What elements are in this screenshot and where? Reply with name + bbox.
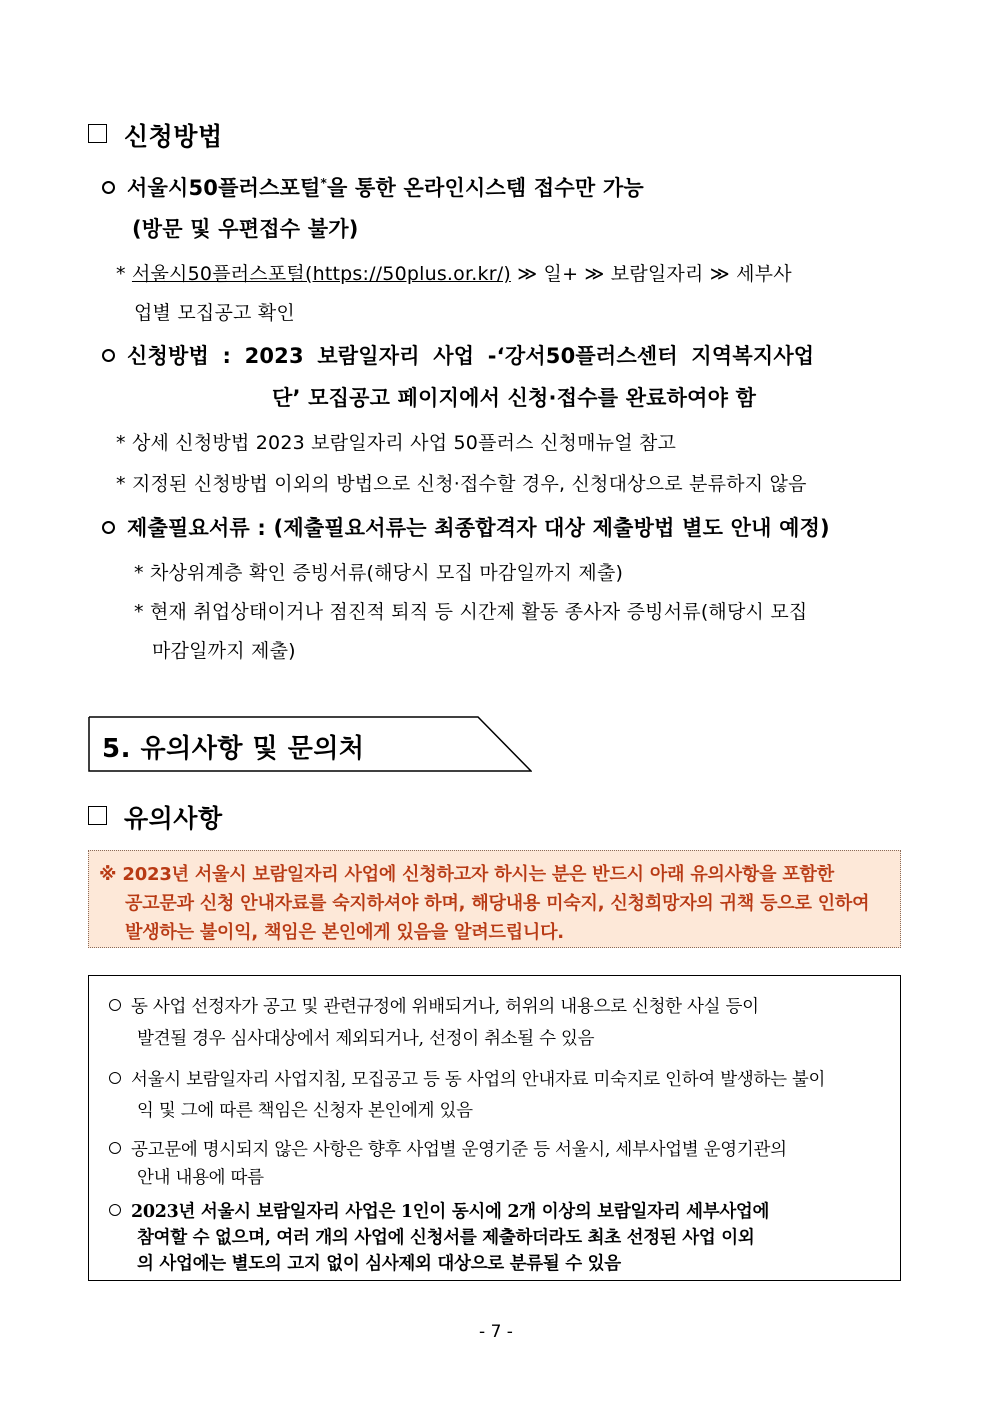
rule-1: 동 사업 선정자가 공고 및 관련규정에 위배되거나, 허위의 내용으로 신청한 사실 등이	[109, 993, 759, 1018]
bullet-online-only: 서울시50플러스포털*을 통한 온라인시스템 접수만 가능	[102, 172, 644, 202]
portal-link[interactable]: 서울시50플러스포털(https://50plus.or.kr/)	[131, 263, 511, 285]
rules-box	[88, 975, 901, 1281]
notice-line-2: 공고문과 신청 안내자료를 숙지하셔야 하며, 해당내용 미숙지, 신청희망자의 귀책 등으로 인하여	[125, 893, 870, 914]
note-manual: * 상세 신청방법 2023 보람일자리 사업 50플러스 신청매뉴얼 참고	[116, 432, 677, 454]
circle-bullet-icon	[109, 1142, 121, 1154]
section-5-title: 5. 유의사항 및 문의처	[102, 734, 365, 764]
section-title-caution: 유의사항	[124, 804, 223, 833]
bullet-apply-method-line2: 단’ 모집공고 페이지에서 신청·접수를 완료하여야 함	[272, 386, 757, 410]
rule-4-line3: 의 사업에는 별도의 고지 없이 심사제외 대상으로 분류될 수 있음	[137, 1254, 621, 1274]
note-portal-link: * 서울시50플러스포털(https://50plus.or.kr/) ≫ 일+ ≫ 보람일자리 ≫ 세부사	[116, 263, 792, 285]
rule-4: 2023년 서울시 보람일자리 사업은 1인이 동시에 2개 이상의 보람일자리 세부사업에	[109, 1198, 769, 1223]
page-number: - 7 -	[479, 1322, 513, 1342]
bullet-online-only-line2: (방문 및 우편접수 불가)	[132, 217, 359, 241]
notice-line-3: 발생하는 불이익, 책임은 본인에게 있음을 알려드립니다.	[125, 922, 564, 943]
note-docs-1: * 차상위계층 확인 증빙서류(해당시 모집 마감일까지 제출)	[134, 562, 624, 584]
rule-2-line2: 익 및 그에 따른 책임은 신청자 본인에게 있음	[137, 1101, 473, 1121]
rule-1-line2: 발견될 경우 심사대상에서 제외되거나, 선정이 취소될 수 있음	[137, 1029, 595, 1049]
section-5-header	[88, 716, 532, 772]
rule-3-line2: 안내 내용에 따름	[137, 1168, 264, 1188]
rule-4-line2: 참여할 수 없으며, 여러 개의 사업에 신청서를 제출하더라도 최초 선정된 사업 이외	[137, 1228, 755, 1248]
circle-bullet-icon	[109, 999, 121, 1011]
bullet-apply-method: 신청방법 : 2023 보람일자리 사업 -‘강서50플러스센터 지역복지사업	[102, 340, 814, 370]
note-portal-link-line2: 업별 모집공고 확인	[134, 302, 295, 324]
circle-bullet-icon	[102, 521, 115, 534]
circle-bullet-icon	[102, 181, 115, 194]
notice-box	[88, 850, 901, 948]
circle-bullet-icon	[109, 1204, 121, 1216]
rule-3: 공고문에 명시되지 않은 사항은 향후 사업별 운영기준 등 서울시, 세부사업별 운영기관의	[109, 1136, 787, 1161]
notice-line-1: ※ 2023년 서울시 보람일자리 사업에 신청하고자 하시는 분은 반드시 아래 유의사항을 포함한	[99, 864, 834, 885]
circle-bullet-icon	[109, 1072, 121, 1084]
checkbox-square-icon	[88, 124, 107, 143]
bullet-required-docs: 제출필요서류 : (제출필요서류는 최종합격자 대상 제출방법 별도 안내 예정)	[102, 512, 830, 542]
note-invalid-method: * 지정된 신청방법 이외의 방법으로 신청·접수할 경우, 신청대상으로 분류하지 않음	[116, 473, 807, 495]
note-docs-2: * 현재 취업상태이거나 점진적 퇴직 등 시간제 활동 종사자 증빙서류(해당시 모집	[134, 601, 808, 623]
checkbox-square-icon	[88, 806, 107, 825]
circle-bullet-icon	[102, 349, 115, 362]
note-docs-2-line2: 마감일까지 제출)	[152, 640, 296, 662]
rule-2: 서울시 보람일자리 사업지침, 모집공고 등 동 사업의 안내자료 미숙지로 인하여 발생하는 불이	[109, 1066, 825, 1091]
section-title-method: 신청방법	[124, 122, 223, 151]
